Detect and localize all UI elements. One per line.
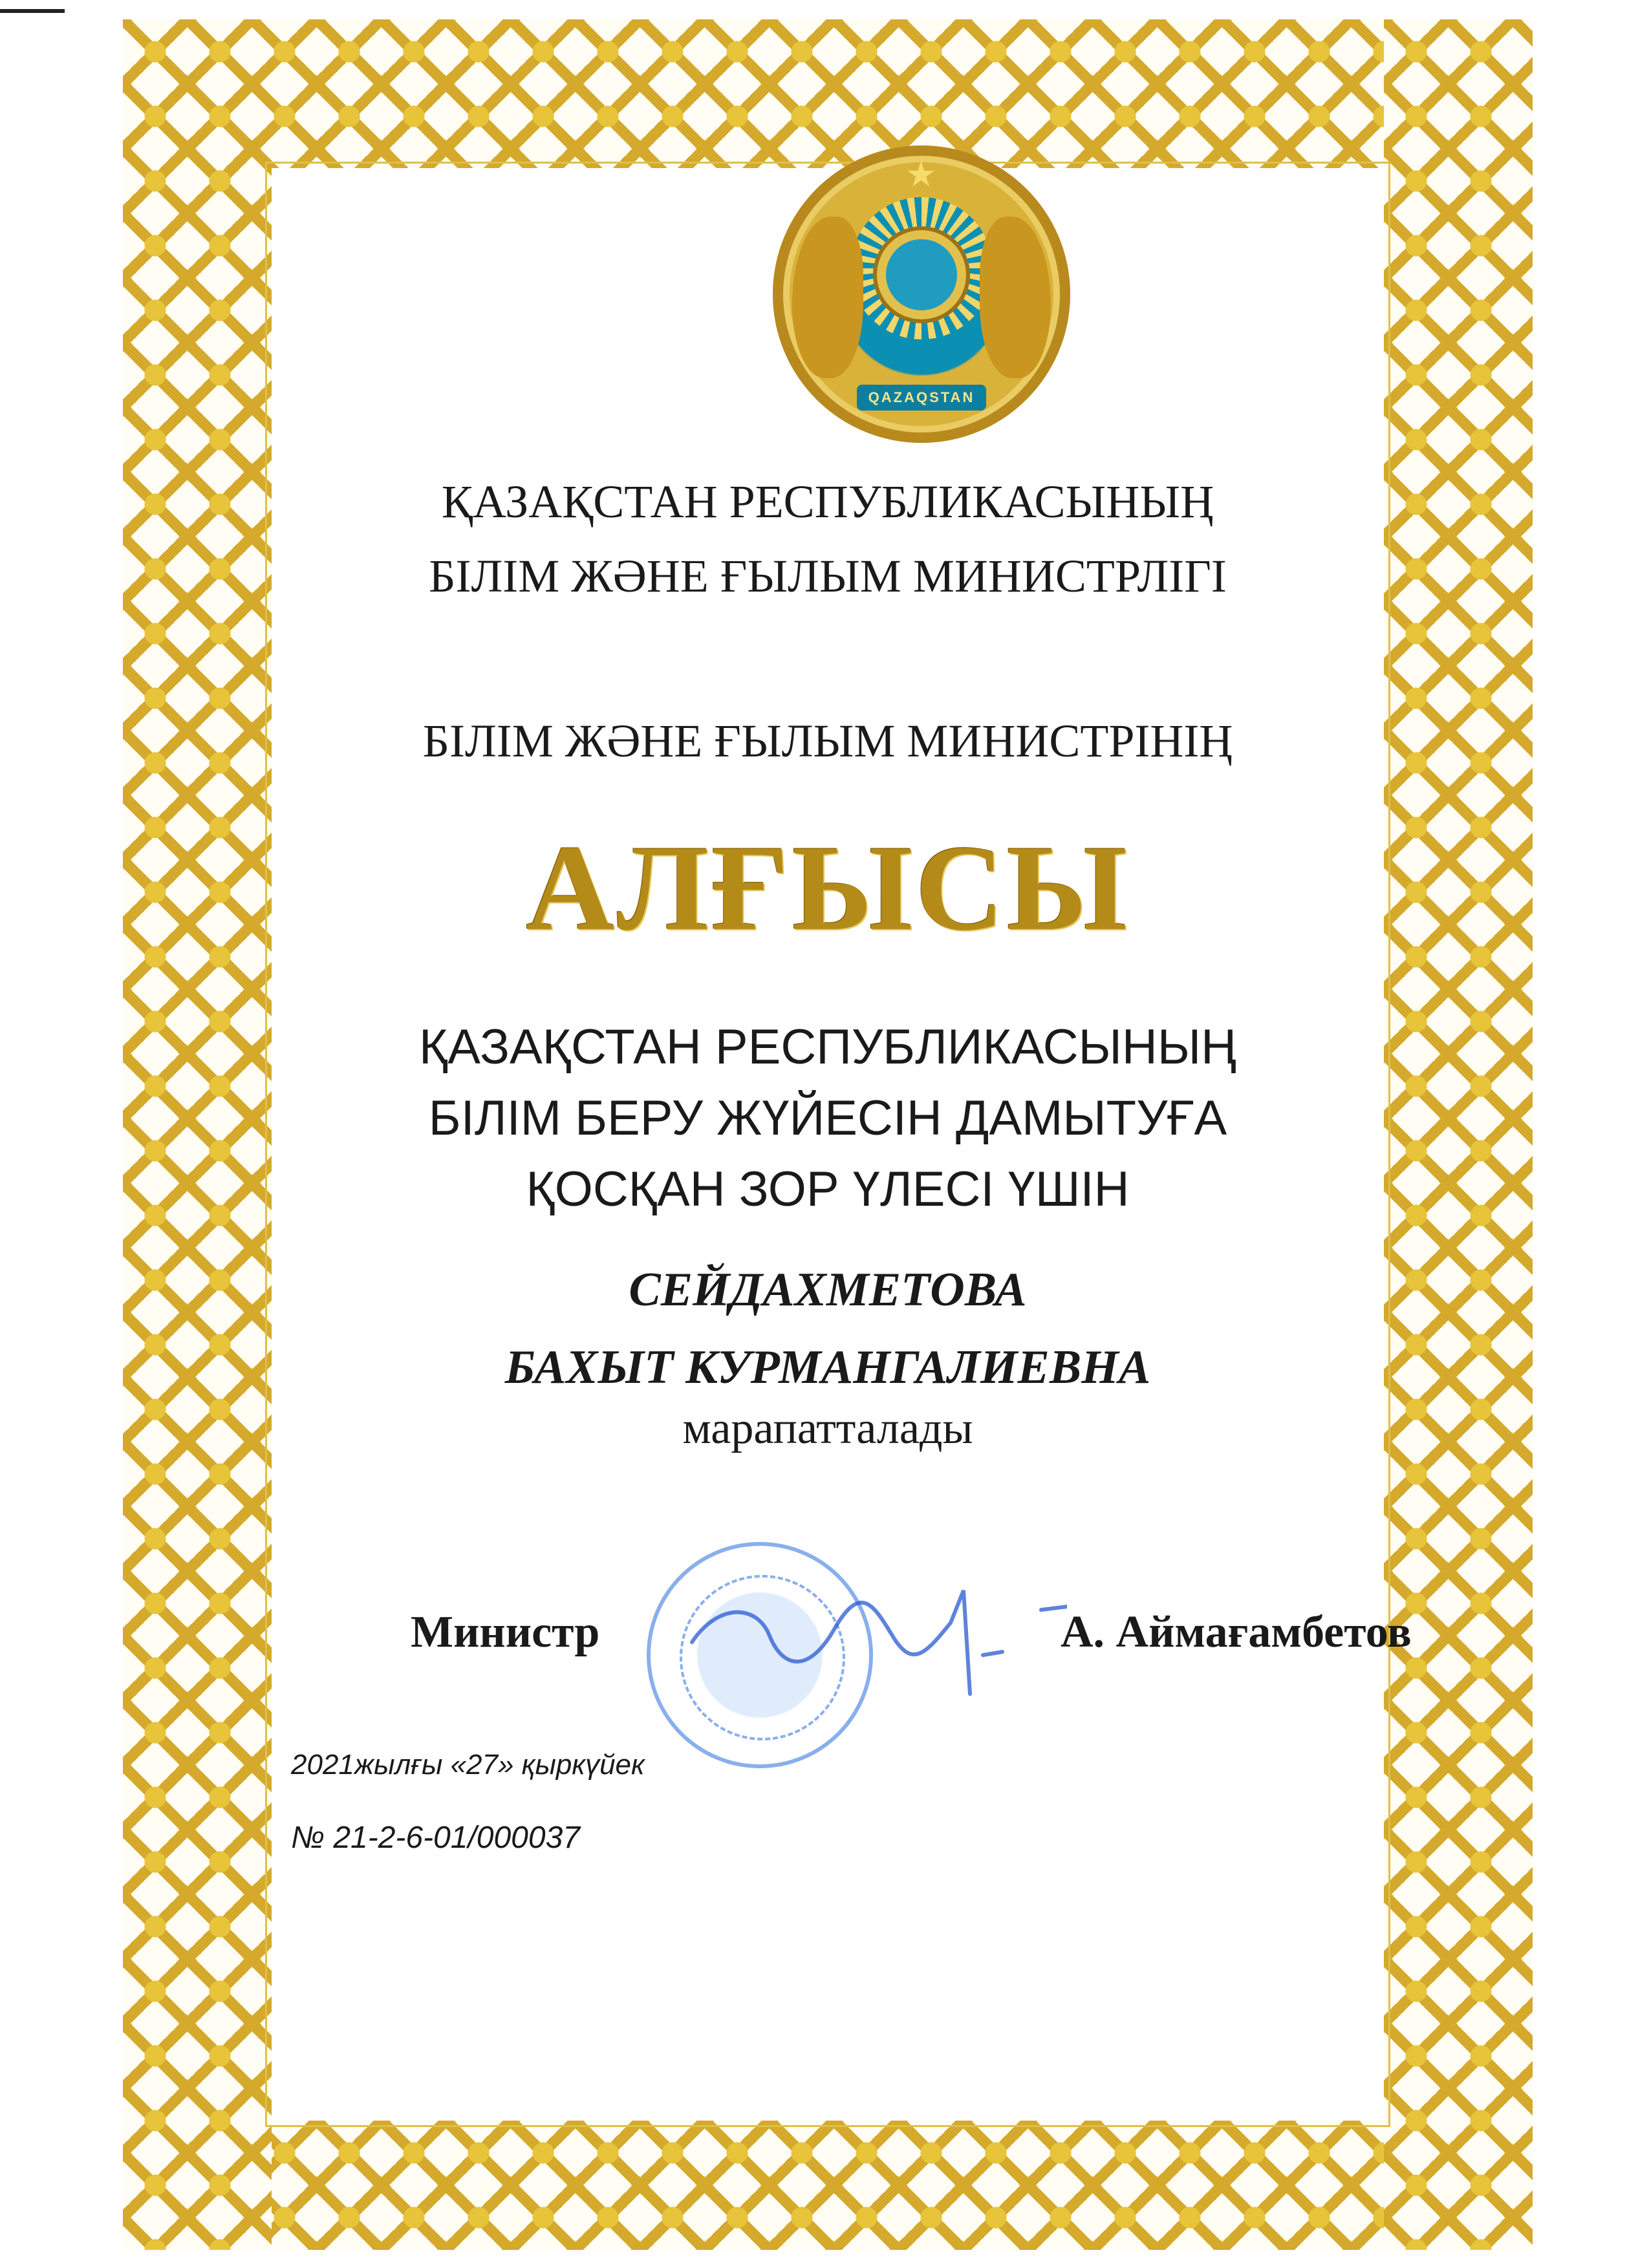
signatory-title: Министр — [411, 1607, 600, 1657]
emblem-star-icon: ★ — [905, 154, 937, 195]
issue-date: 2021жылғы «27» қыркүйек — [291, 1749, 645, 1781]
handwritten-signature-icon — [679, 1565, 1067, 1733]
awarded-text: марапатталады — [682, 1404, 973, 1453]
recipient-surname: СЕЙДАХМЕТОВА — [629, 1263, 1027, 1316]
ministry-name-line1: ҚАЗАҚСТАН РЕСПУБЛИКАСЫНЫҢ — [441, 476, 1214, 528]
reason-line3: ҚОСҚАН ЗОР ҮЛЕСІ ҮШІН — [526, 1162, 1130, 1217]
award-reason — [272, 1012, 1384, 1225]
ornamental-border-right — [1384, 19, 1533, 2250]
issuer-line: БІЛІМ ЖӘНЕ ҒЫЛЫМ МИНИСТРІНІҢ — [422, 715, 1233, 767]
recipient-name — [272, 1251, 1384, 1406]
reason-line1: ҚАЗАҚСТАН РЕСПУБЛИКАСЫНЫҢ — [419, 1020, 1236, 1075]
recipient-given-names: БАХЫТ КУРМАНГАЛИЕВНА — [504, 1341, 1151, 1394]
emblem-ribbon: QAZAQSTAN — [857, 385, 986, 411]
state-emblem-icon — [773, 145, 1070, 443]
ornamental-border-left — [123, 19, 272, 2250]
scan-mark — [0, 9, 65, 13]
signatory-name: А. Аймағамбетов — [1061, 1607, 1412, 1657]
certificate-number: № 21-2-6-01/000037 — [291, 1821, 580, 1855]
reason-line2: БІЛІМ БЕРУ ЖҮЙЕСІН ДАМЫТУҒА — [428, 1091, 1227, 1146]
award-title: АЛҒЫСЫ — [525, 820, 1130, 956]
ornamental-border-bottom — [123, 2121, 1533, 2250]
emblem-shanyrak — [886, 239, 957, 310]
ministry-name-line2: БІЛІМ ЖӘНЕ ҒЫЛЫМ МИНИСТРЛІГІ — [429, 550, 1227, 602]
